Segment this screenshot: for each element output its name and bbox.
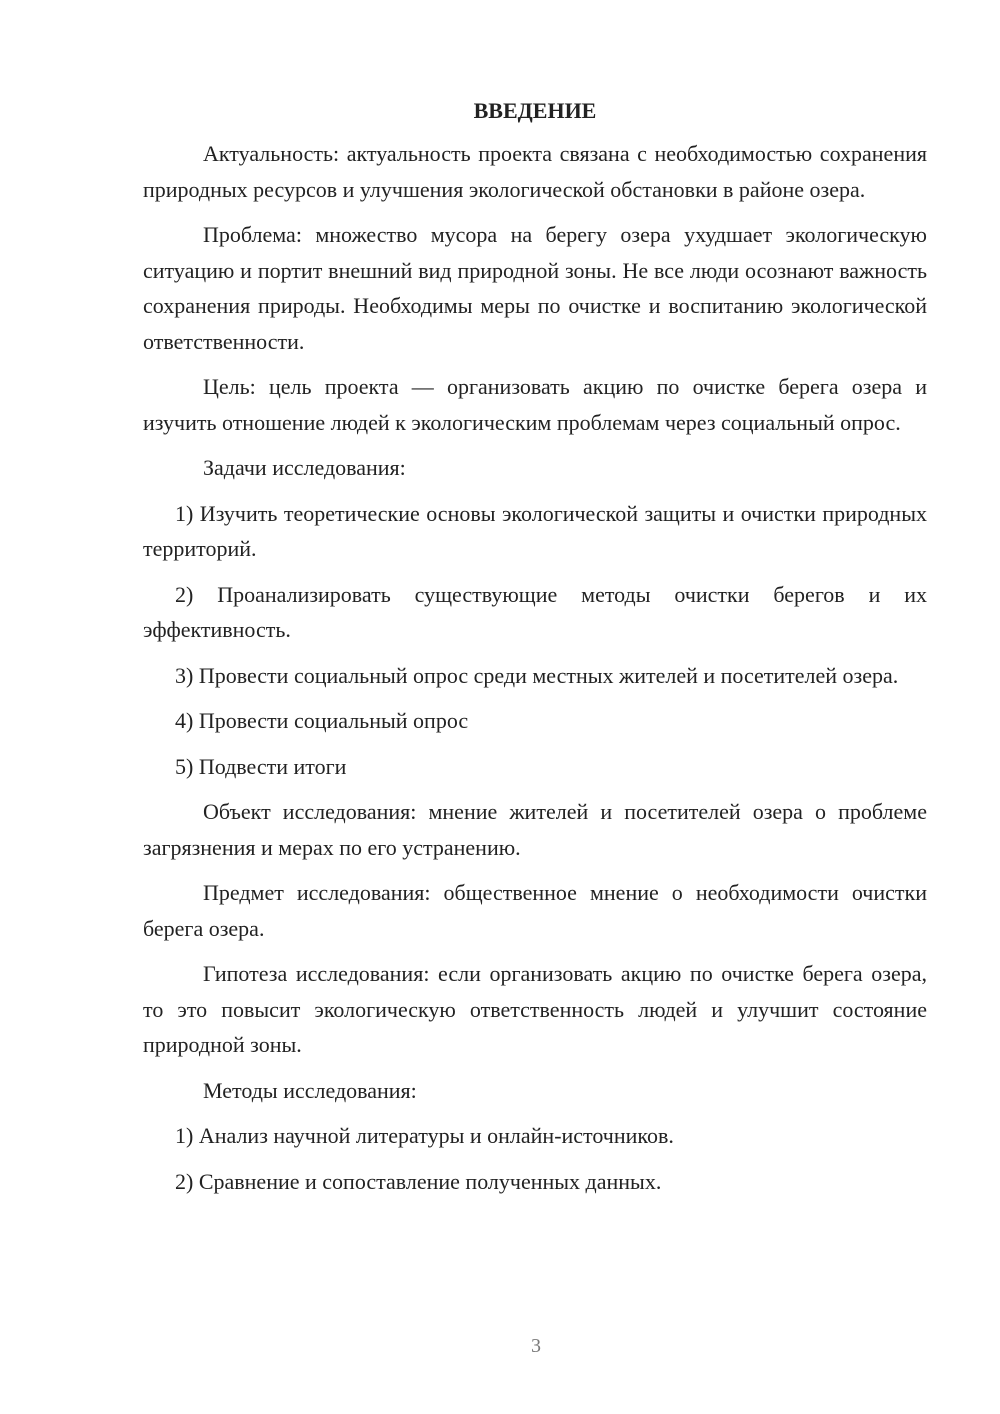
methods-heading: Методы исследования: <box>203 1077 417 1103</box>
task-item-5: 5) Подвести итоги <box>175 753 347 779</box>
problem-paragraph: Проблема: множество мусора на берегу озера ухудшает экологическую ситуацию и портит внешний вид природной зоны. Не все люди осознают важность сохранения природы. Необходимы меры по очистке и воспитанию экологической ответственности. <box>143 222 927 354</box>
page-title: ВВЕДЕНИЕ <box>473 98 597 123</box>
page-content <box>143 95 927 1209</box>
task-item-2: 2) Проанализировать существующие методы очистки берегов и их эффективность. <box>143 581 927 642</box>
subject-paragraph: Предмет исследования: общественное мнение о необходимости очистки берега озера. <box>143 880 927 941</box>
relevance-paragraph: Актуальность: актуальность проекта связана с необходимостью сохранения природных ресурсов и улучшения экологической обстановки в районе озера. <box>143 141 927 202</box>
method-item-2: 2) Сравнение и сопоставление полученных данных. <box>175 1168 662 1194</box>
task-item-3: 3) Провести социальный опрос среди местных жителей и посетителей озера. <box>175 662 899 688</box>
method-item-1: 1) Анализ научной литературы и онлайн-источников. <box>175 1123 674 1148</box>
hypothesis-paragraph: Гипотеза исследования: если организовать акцию по очистке берега озера, то это повысит экологическую ответственность людей и улучшит состояние природной зоны. <box>143 961 927 1057</box>
page-number: 3 <box>531 1335 541 1357</box>
object-paragraph: Объект исследования: мнение жителей и посетителей озера о проблеме загрязнения и мерах по его устранению. <box>143 799 927 860</box>
tasks-heading: Задачи исследования: <box>203 455 406 480</box>
task-item-1: 1) Изучить теоретические основы экологической защиты и очистки природных территорий. <box>143 500 927 561</box>
task-item-4: 4) Провести социальный опрос <box>175 708 469 733</box>
goal-paragraph: Цель: цель проекта — организовать акцию по очистке берега озера и изучить отношение людей к экологическим проблемам через социальный опрос. <box>143 374 927 435</box>
